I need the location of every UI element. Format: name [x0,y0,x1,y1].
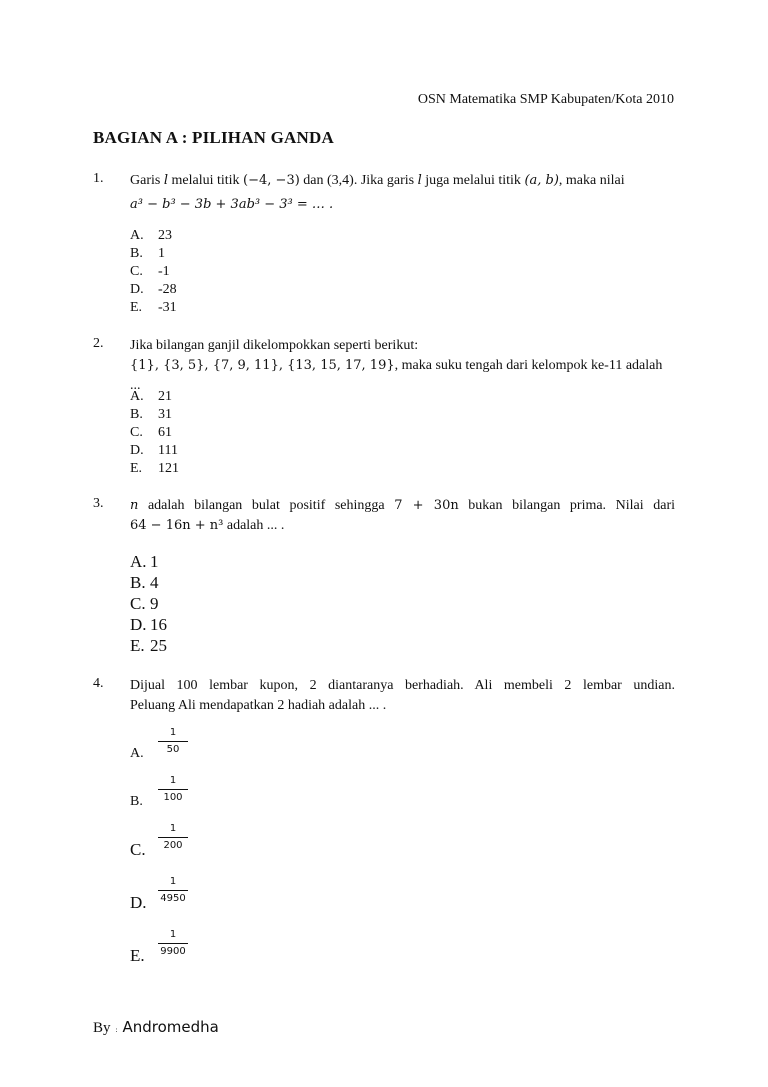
option-label: C. [130,840,146,859]
math-expression: 7 + 30n [394,498,459,513]
fraction-bar [158,890,188,891]
question-number: 1. [93,171,104,186]
option-label: A. [130,552,147,571]
fraction [158,822,188,853]
option-value: 31 [158,407,172,422]
option-label: E. [130,461,143,476]
option-label: D. [130,615,147,634]
page-footer [93,1018,219,1037]
fraction-numerator: 1 [169,876,177,887]
option-b[interactable] [130,774,330,814]
question-text [130,171,675,215]
option-label: A. [130,389,144,404]
fraction-numerator: 1 [169,929,177,940]
fraction [158,875,188,906]
math-var: l [163,173,168,188]
text-run: juga melalui titik [421,173,525,188]
math-point: (−4, −3) [243,173,300,188]
fraction [158,774,188,805]
page-header: OSN Matematika SMP Kabupaten/Kota 2010 [417,92,674,107]
question-line-1 [130,336,675,356]
option-label: E. [130,636,145,655]
option-label: C. [130,425,143,440]
option-label: B. [130,246,143,261]
option-label: B. [130,573,146,592]
fraction-bar [158,741,188,742]
question-text [130,676,675,716]
option-label: E. [130,300,143,315]
math-expression: a³ − b³ − 3b + 3ab³ − 3³ = … . [130,197,334,212]
math-var: n [130,498,139,513]
math-point: (a, b) [524,173,559,188]
option-value: 4 [150,573,159,592]
text-run: adalah ... . [223,518,285,533]
option-value: 111 [158,443,178,458]
text-run: adalah bilangan bulat positif sehingga [138,498,395,513]
question-line-2 [130,195,675,215]
math-sets: {1}, {3, 5}, {7, 9, 11}, {13, 15, 17, 19} [130,358,395,373]
text-run: dan (3,4). Jika garis [299,173,418,188]
fraction-bar [158,789,188,790]
footer-separator: : [115,1026,118,1034]
option-value: 21 [158,389,172,404]
option-e[interactable] [130,928,330,968]
fraction-bar [158,943,188,944]
text-run: Peluang Ali mendapatkan 2 hadiah adalah ... . [130,698,387,713]
question-number: 4. [93,676,104,691]
question-number: 3. [93,496,104,511]
question-line-2 [130,356,675,396]
fraction-denominator: 200 [163,840,183,851]
option-value: 121 [158,461,179,476]
text-run: Dijual 100 lembar kupon, 2 diantaranya berhadiah. Ali membeli 2 lembar undian. [130,678,675,693]
text-run: , maka nilai [558,173,625,188]
fraction-denominator: 100 [163,792,183,803]
option-label: C. [130,594,146,613]
option-label: E. [130,946,145,965]
option-value: 25 [150,636,167,655]
text-run: , maka suku tengah dari kelompok ke-11 adalah ... [130,358,663,393]
option-value: 9 [150,594,159,613]
option-value: -28 [158,282,177,297]
section-title: BAGIAN A : PILIHAN GANDA [93,128,334,147]
option-value: 1 [150,552,159,571]
fraction [158,726,188,757]
option-label: A. [130,746,144,761]
option-value: -31 [158,300,177,315]
question-line-1 [130,496,675,516]
question-text [130,336,675,396]
fraction-denominator: 9900 [160,946,186,957]
math-expression: 64 − 16n + n³ [130,518,224,533]
footer-by: By [93,1020,111,1036]
fraction-numerator: 1 [169,775,177,786]
option-label: D. [130,443,144,458]
option-value: 1 [158,246,165,261]
option-c[interactable] [130,822,330,862]
text-run: Jika bilangan ganjil dikelompokkan seperti berikut: [130,338,419,353]
option-label: D. [130,893,147,912]
option-label: B. [130,407,143,422]
option-label: C. [130,264,143,279]
question-number: 2. [93,336,104,351]
footer-author: Andromedha [122,1018,219,1036]
text-run: Garis [130,173,164,188]
question-line-2 [130,696,675,716]
option-value: -1 [158,264,170,279]
option-d[interactable] [130,875,330,915]
text-run: bukan bilangan prima. Nilai dari [458,498,675,513]
option-label: D. [130,282,144,297]
fraction-numerator: 1 [169,727,177,738]
option-a[interactable] [130,726,330,766]
question-text [130,496,675,536]
fraction-denominator: 50 [166,744,180,755]
fraction [158,928,188,959]
option-value: 16 [150,615,167,634]
fraction-numerator: 1 [169,823,177,834]
text-run: melalui titik [168,173,244,188]
question-line-1 [130,676,675,696]
option-label: B. [130,794,143,809]
math-var: l [417,173,422,188]
question-line-1 [130,171,675,191]
question-line-2 [130,516,675,536]
option-value: 23 [158,228,172,243]
option-label: A. [130,228,144,243]
fraction-bar [158,837,188,838]
option-value: 61 [158,425,172,440]
fraction-denominator: 4950 [160,893,186,904]
